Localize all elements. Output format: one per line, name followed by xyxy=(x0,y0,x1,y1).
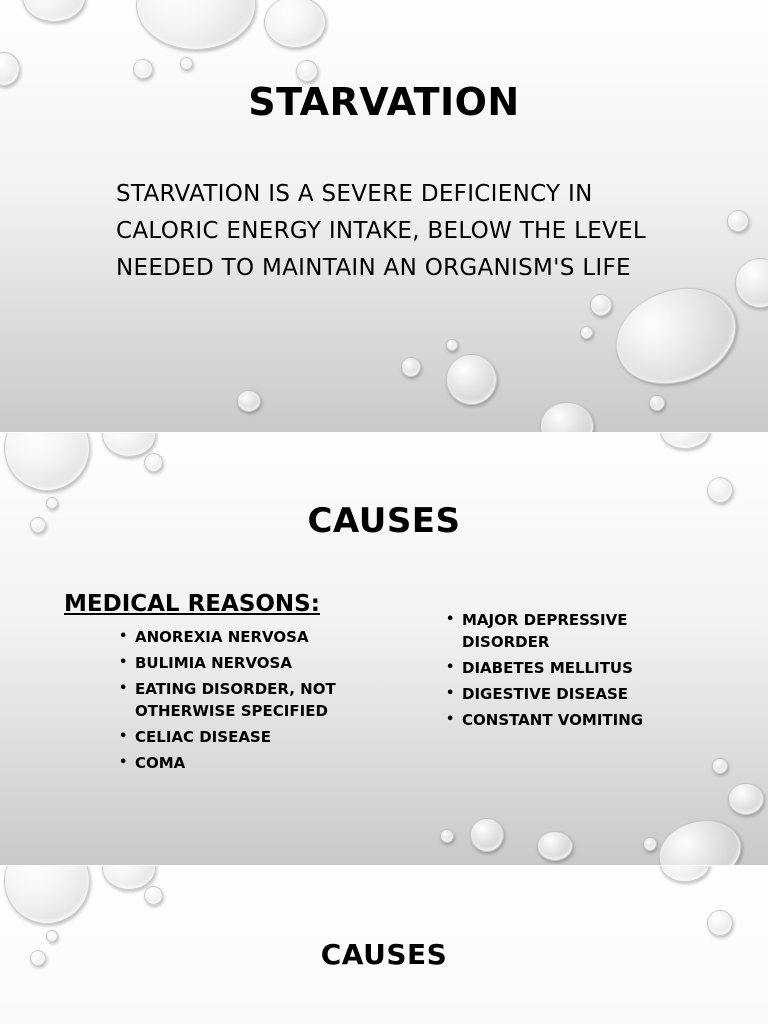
bullet-icon: • xyxy=(446,712,455,727)
slide-causes xyxy=(0,433,768,865)
water-drop xyxy=(136,0,256,50)
bullet-icon: • xyxy=(119,755,128,770)
list-item: • DIGESTIVE DISEASE xyxy=(446,685,629,703)
water-drop xyxy=(643,837,657,851)
slide-title: CAUSES xyxy=(320,938,448,971)
list-item: • EATING DISORDER, NOT OTHERWISE SPECIFIED xyxy=(119,680,336,720)
water-drop xyxy=(727,210,749,232)
water-drop xyxy=(440,829,454,843)
list-item: • CONSTANT VOMITING xyxy=(446,711,644,729)
water-drop xyxy=(180,57,193,70)
list-item: • COMA xyxy=(119,754,186,772)
water-drop xyxy=(707,477,733,503)
bullet-icon: • xyxy=(119,681,128,696)
bullet-icon: • xyxy=(446,686,455,701)
bullet-icon: • xyxy=(446,660,455,675)
water-drop xyxy=(660,866,710,882)
slide-title: STARVATION xyxy=(248,80,520,124)
bullet-icon: • xyxy=(446,612,455,627)
water-drop xyxy=(537,831,573,861)
water-drop xyxy=(540,402,594,432)
slide-title: CAUSES xyxy=(307,501,461,541)
water-drop xyxy=(296,60,318,82)
water-drop xyxy=(446,354,497,405)
definition-text: STARVATION IS A SEVERE DEFICIENCY IN CALORIC ENERGY INTAKE, BELOW THE LEVEL NEEDED TO MAINTAIN AN ORGANISM'S LIFE xyxy=(116,181,647,281)
water-drop xyxy=(401,357,421,377)
water-drop xyxy=(649,395,665,411)
list-item: • CELIAC DISEASE xyxy=(119,728,271,746)
water-drop xyxy=(4,433,90,491)
water-drop xyxy=(264,0,326,48)
water-drop xyxy=(22,0,86,22)
water-drop xyxy=(144,453,163,472)
water-drop xyxy=(237,390,261,412)
water-drop xyxy=(735,258,768,308)
water-drop xyxy=(446,339,458,351)
slide-causes-continued xyxy=(0,866,768,1024)
water-drop xyxy=(712,758,728,774)
causes-list-left xyxy=(119,626,379,778)
list-item: • DIABETES MELLITUS xyxy=(446,659,633,677)
water-drop xyxy=(470,818,504,852)
list-item: • BULIMIA NERVOSA xyxy=(119,654,292,672)
water-drop xyxy=(707,910,733,936)
causes-list-right xyxy=(446,609,706,735)
bullet-icon: • xyxy=(119,729,128,744)
water-drop xyxy=(590,294,612,316)
slide-starvation xyxy=(0,0,768,432)
list-item: • ANOREXIA NERVOSA xyxy=(119,628,309,646)
bullet-icon: • xyxy=(119,629,128,644)
bullet-icon: • xyxy=(119,655,128,670)
water-drop xyxy=(660,433,710,449)
list-item: • MAJOR DEPRESSIVE DISORDER xyxy=(446,611,628,651)
water-drop xyxy=(580,326,593,339)
medical-reasons-heading: MEDICAL REASONS: xyxy=(64,591,320,617)
water-drop xyxy=(133,59,153,79)
water-drop xyxy=(728,783,764,815)
water-drop xyxy=(651,811,748,865)
water-drop xyxy=(602,272,750,401)
water-drop xyxy=(4,866,90,924)
water-drop xyxy=(144,886,163,905)
